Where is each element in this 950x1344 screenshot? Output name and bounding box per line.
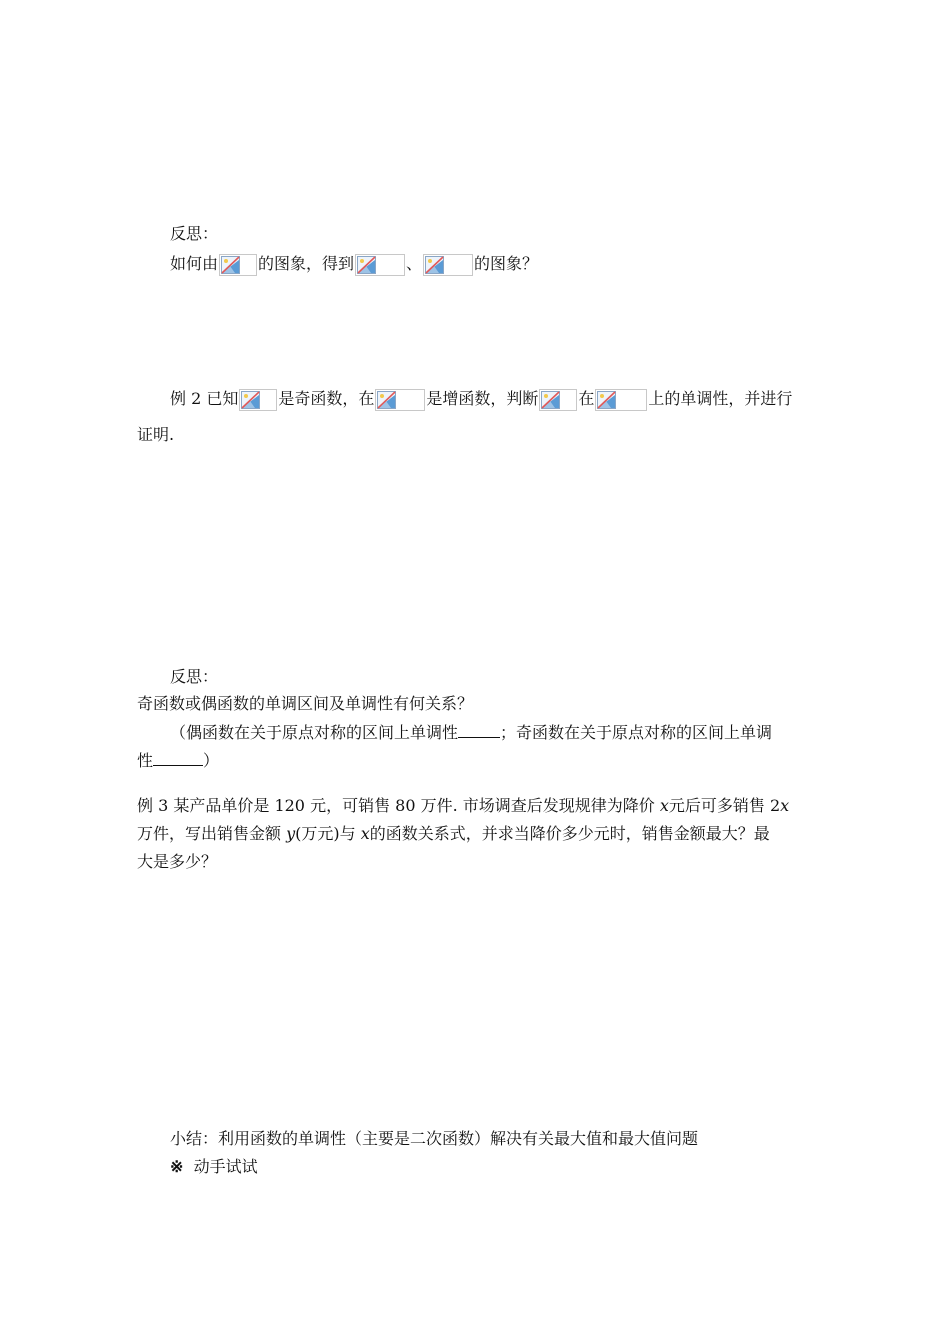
reflection-hint-line-2 (137, 749, 219, 771)
broken-image-icon (377, 391, 396, 409)
broken-image-icon (357, 256, 376, 274)
question-text: 、 (406, 254, 423, 273)
try-it-heading (170, 1156, 258, 1178)
formula-image (219, 254, 257, 276)
fill-in-blank (153, 749, 203, 766)
example-text: 是奇函数，在 (278, 389, 375, 408)
reflection-hint-line-1 (170, 721, 772, 743)
hint-text: ；奇函数在关于原点对称的区间上单调 (500, 723, 773, 742)
example-text: (万元)与 (295, 824, 361, 843)
variable-x: x (780, 796, 790, 815)
broken-image-icon (241, 391, 260, 409)
example-2-line-1 (170, 388, 792, 410)
broken-image-icon (597, 391, 616, 409)
reference-mark: ※ (170, 1157, 184, 1176)
example-text: 例 3 某产品单价是 120 元，可销售 80 万件. 市场调查后发现规律为降价 (137, 796, 660, 815)
example-text: 万件，写出销售金额 (137, 824, 287, 843)
try-it-label: 动手试试 (193, 1157, 258, 1176)
formula-image (375, 389, 425, 411)
summary-text: 小结：利用函数的单调性（主要是二次函数）解决有关最大值和最大值问题 (170, 1129, 699, 1148)
broken-image-icon (221, 256, 240, 274)
reflection-heading-1: 反思： (170, 224, 219, 243)
example-3-line-3: 大是多少？ (137, 852, 218, 871)
variable-x: x (360, 824, 370, 843)
example-3-line-1 (137, 795, 789, 817)
reflection-heading-2: 反思： (170, 667, 219, 686)
example-text: 是增函数，判断 (426, 389, 539, 408)
example-text: 在 (578, 389, 595, 408)
formula-image (355, 254, 405, 276)
question-text: 的图象，得到 (258, 254, 355, 273)
question-text: 如何由 (170, 254, 219, 273)
hint-text: ） (203, 751, 220, 770)
formula-image (595, 389, 647, 411)
variable-x: x (659, 796, 669, 815)
reflection-question-1 (170, 253, 538, 275)
reflection-question-2: 奇函数或偶函数的单调区间及单调性有何关系？ (137, 694, 474, 713)
broken-image-icon (541, 391, 560, 409)
example-text: 的函数关系式，并求当降价多少元时，销售金额最大？最 (369, 824, 770, 843)
variable-y: y (286, 824, 296, 843)
fill-in-blank (458, 721, 500, 738)
example-2-line-2: 证明. (137, 425, 175, 444)
example-text: 元后可多销售 2 (668, 796, 781, 815)
formula-image (239, 389, 277, 411)
question-text: 的图象？ (474, 254, 539, 273)
example-text: 例 2 已知 (170, 389, 239, 408)
hint-text: （偶函数在关于原点对称的区间上单调性 (170, 723, 459, 742)
formula-image (539, 389, 577, 411)
formula-image (423, 254, 473, 276)
broken-image-icon (425, 256, 444, 274)
example-3-line-2 (137, 823, 770, 845)
hint-text: 性 (137, 751, 154, 770)
example-text: 上的单调性，并进行 (648, 389, 793, 408)
